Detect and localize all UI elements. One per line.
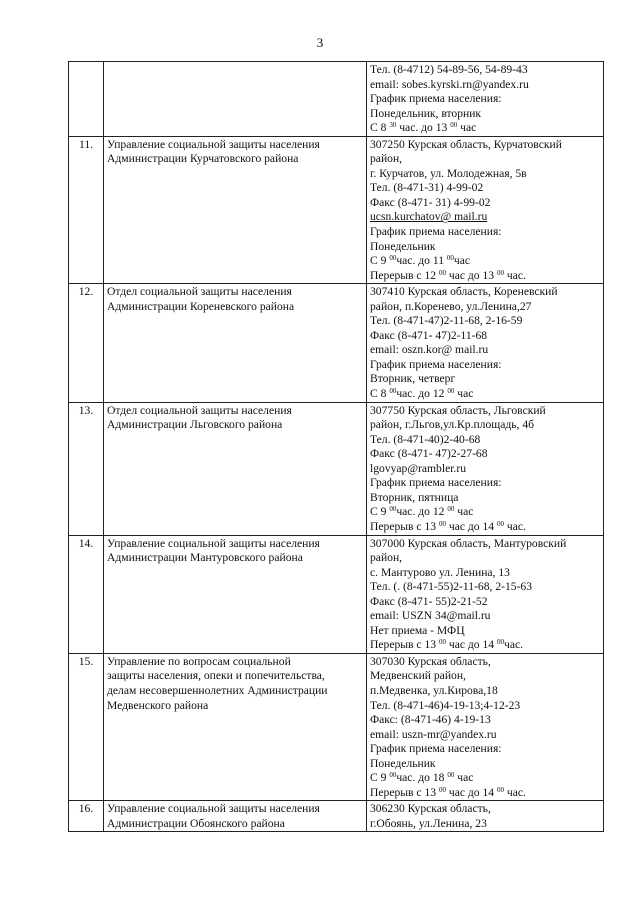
fax-line: Факс (8-471- 47)2-27-68: [370, 447, 488, 461]
reception-hours-s1: 00: [389, 771, 397, 780]
reception-hours-s2: 00: [450, 121, 458, 130]
agency-name-cell: [104, 284, 367, 402]
address-line: 307410 Курская область, Кореневский: [370, 285, 558, 299]
break-hours-pre: Перерыв с 13: [370, 785, 439, 799]
reception-hours: [370, 505, 600, 520]
reception-hours-s1: 30: [389, 121, 397, 130]
agency-name-line: Медвенского района: [107, 698, 209, 712]
reception-days: Понедельник: [370, 756, 436, 770]
reception-hours-mid: час. до 11: [396, 254, 447, 268]
address-line: г.Обоянь, ул.Ленина, 23: [370, 816, 487, 830]
phone-line: Тел. (8-471-31) 4-99-02: [370, 181, 484, 195]
fax-line: Факс (8-471- 47)2-11-68: [370, 328, 488, 342]
reception-hours-pre: С 8: [370, 387, 390, 401]
reception-hours-post: час: [453, 254, 471, 268]
address-line: Медвенский район,: [370, 669, 466, 683]
reception-hours-pre: С 9: [370, 771, 390, 785]
address-line: район, п.Коренево, ул.Ленина,27: [370, 299, 532, 313]
reception-hours-s2: 00: [447, 505, 455, 514]
address-line: г. Курчатов, ул. Молодежная, 5в: [370, 166, 527, 180]
reception-hours-s1: 00: [389, 254, 397, 263]
reception-hours-mid: час. до 12: [396, 387, 448, 401]
reception-hours-mid: час. до 18: [396, 771, 448, 785]
reception-hours-s1: 00: [389, 505, 397, 514]
row-number: 11.: [78, 137, 94, 151]
row-number: 13.: [78, 403, 94, 417]
phone-line: Тел. (8-471-47)2-11-68, 2-16-59: [370, 314, 523, 328]
agency-name-cell: [104, 136, 367, 283]
address-line: район,: [370, 551, 403, 565]
break-hours-mid: час до 14: [445, 785, 497, 799]
address-line: 307250 Курская область, Курчатовский: [370, 137, 562, 151]
agency-name-line: Администрации Кореневского района: [107, 299, 295, 313]
reception-hours-s1: 00: [389, 387, 397, 396]
reception-hours-pre: С 8: [370, 121, 390, 135]
row-number: 14.: [78, 536, 94, 550]
table-row: [69, 62, 604, 137]
email-line: lgovyap@rambler.ru: [370, 461, 466, 475]
break-hours-mid: час до 14: [445, 519, 497, 533]
schedule-label: График приема населения:: [370, 742, 502, 756]
agency-name-line: Администрации Льговского района: [107, 418, 283, 432]
contact-cell: [367, 535, 604, 653]
reception-hours: [370, 254, 600, 269]
break-hours-post: час.: [503, 638, 524, 652]
agency-name-line: Отдел социальной защиты населения: [107, 403, 292, 417]
table-row: [69, 136, 604, 283]
phone-line: Тел. (8-4712) 54-89-56, 54-89-43: [370, 63, 528, 76]
agency-name-line: Управление по вопросам социальной: [107, 654, 291, 668]
reception-days: Вторник, пятница: [370, 490, 459, 504]
fax-line: Факс: (8-471-46) 4-19-13: [370, 713, 491, 727]
table-row: [69, 535, 604, 653]
reception-hours-post: час: [454, 387, 474, 401]
agency-name-line: Управление социальной защиты населения: [107, 802, 320, 816]
address-line: с. Мантурово ул. Ленина, 13: [370, 565, 510, 579]
break-hours: [370, 269, 600, 284]
fax-line: Факс (8-471- 55)2-21-52: [370, 594, 488, 608]
agency-name-cell: [104, 653, 367, 800]
address-line: 307000 Курская область, Мантуровский: [370, 536, 567, 550]
break-hours-s2: 00: [496, 638, 504, 647]
row-number-cell: [69, 62, 104, 137]
reception-hours-s2: 00: [446, 254, 454, 263]
phone-line: Тел. (8-471-46)4-19-13;4-12-23: [370, 698, 521, 712]
address-line: п.Медвенка, ул.Кирова,18: [370, 683, 498, 697]
row-number-cell: [69, 284, 104, 402]
row-number-cell: [69, 535, 104, 653]
break-hours-s1: 00: [438, 268, 446, 277]
phone-line: Тел. (. (8-471-55)2-11-68, 2-15-63: [370, 580, 533, 594]
agency-name-cell: [104, 535, 367, 653]
break-hours-mid: час до 13: [445, 268, 497, 282]
row-number: 12.: [78, 285, 94, 299]
contact-cell: [367, 284, 604, 402]
table-row: [69, 284, 604, 402]
reception-hours: [370, 771, 600, 786]
break-hours-s2: 00: [496, 268, 504, 277]
email-line: email: USZN 34@mail.ru: [370, 609, 491, 623]
address-line: 307030 Курская область,: [370, 654, 491, 668]
agency-name-line: Отдел социальной защиты населения: [107, 285, 292, 299]
email-line: email: sobes.kyrski.rn@yandex.ru: [370, 77, 529, 91]
reception-hours: [370, 387, 600, 402]
agency-name-line: защиты населения, опеки и попечительства,: [107, 669, 325, 683]
contact-cell: [367, 136, 604, 283]
agency-name-line: Администрации Обоянского района: [107, 816, 285, 830]
row-number-cell: [69, 136, 104, 283]
address-line: район,: [370, 152, 403, 166]
reception-hours-mid: час. до 12: [396, 505, 448, 519]
agency-name-line: делам несовершеннолетних Администрации: [107, 683, 328, 697]
break-hours-post: час.: [503, 519, 526, 533]
reception-hours-pre: С 9: [370, 505, 390, 519]
reception-hours-s2: 00: [447, 387, 455, 396]
agency-name-cell: [104, 801, 367, 832]
contact-cell: [367, 62, 604, 137]
break-hours-pre: Перерыв с 13: [370, 638, 439, 652]
address-line: 306230 Курская область,: [370, 802, 491, 816]
reception-days: Понедельник: [370, 239, 436, 253]
reception-hours-post: час: [454, 505, 474, 519]
break-hours-pre: Перерыв с 12: [370, 268, 439, 282]
agency-name-line: Управление социальной защиты населения: [107, 536, 320, 550]
agency-table: [68, 61, 604, 832]
agency-name-line: Администрации Курчатовского района: [107, 152, 299, 166]
agency-name-cell: [104, 62, 367, 137]
row-number: 15.: [78, 654, 94, 668]
break-hours-mid: час до 14: [445, 638, 497, 652]
address-line: 307750 Курская область, Льговский: [370, 403, 546, 417]
reception-days: Вторник, четверг: [370, 372, 456, 386]
reception-hours-post: час: [457, 121, 477, 135]
schedule-label: Нет приема - МФЦ: [370, 623, 465, 637]
phone-line: Тел. (8-471-40)2-40-68: [370, 432, 481, 446]
reception-hours: [370, 121, 600, 136]
break-hours-post: час.: [503, 268, 526, 282]
table-row: [69, 402, 604, 535]
row-number-cell: [69, 801, 104, 832]
reception-days: Понедельник, вторник: [370, 106, 482, 120]
contact-cell: [367, 653, 604, 800]
fax-line: Факс (8-471- 31) 4-99-02: [370, 195, 491, 209]
break-hours-s1: 00: [438, 638, 446, 647]
break-hours: [370, 520, 600, 535]
schedule-label: График приема населения:: [370, 357, 502, 371]
break-hours-s2: 00: [496, 519, 504, 528]
email-line: ucsn.kurchatov@ mail.ru: [370, 210, 488, 224]
contact-cell: [367, 801, 604, 832]
break-hours-pre: Перерыв с 13: [370, 519, 439, 533]
email-line: email: oszn.kor@ mail.ru: [370, 343, 489, 357]
reception-hours-mid: час. до 13: [396, 121, 451, 135]
page-number: 3: [316, 35, 324, 50]
break-hours-s1: 00: [438, 519, 446, 528]
row-number: 16.: [78, 802, 94, 816]
table-row: [69, 653, 604, 800]
break-hours-post: час.: [503, 785, 526, 799]
table-row: [69, 801, 604, 832]
agency-name-line: Управление социальной защиты населения: [107, 137, 320, 151]
schedule-label: График приема населения:: [370, 476, 502, 490]
break-hours: [370, 638, 600, 653]
break-hours-s1: 00: [438, 785, 446, 794]
address-line: район, г.Льгов,ул.Кр.площадь, 4б: [370, 418, 535, 432]
reception-hours-pre: С 9: [370, 254, 390, 268]
contact-cell: [367, 402, 604, 535]
break-hours: [370, 786, 600, 801]
agency-name-cell: [104, 402, 367, 535]
schedule-label: График приема населения:: [370, 225, 502, 239]
schedule-label: График приема населения:: [370, 92, 502, 106]
email-line: email: uszn-mr@yandex.ru: [370, 727, 497, 741]
break-hours-s2: 00: [496, 785, 504, 794]
row-number-cell: [69, 653, 104, 800]
agency-name-line: Администрации Мантуровского района: [107, 551, 303, 565]
reception-hours-post: час: [454, 771, 474, 785]
row-number-cell: [69, 402, 104, 535]
reception-hours-s2: 00: [447, 771, 455, 780]
